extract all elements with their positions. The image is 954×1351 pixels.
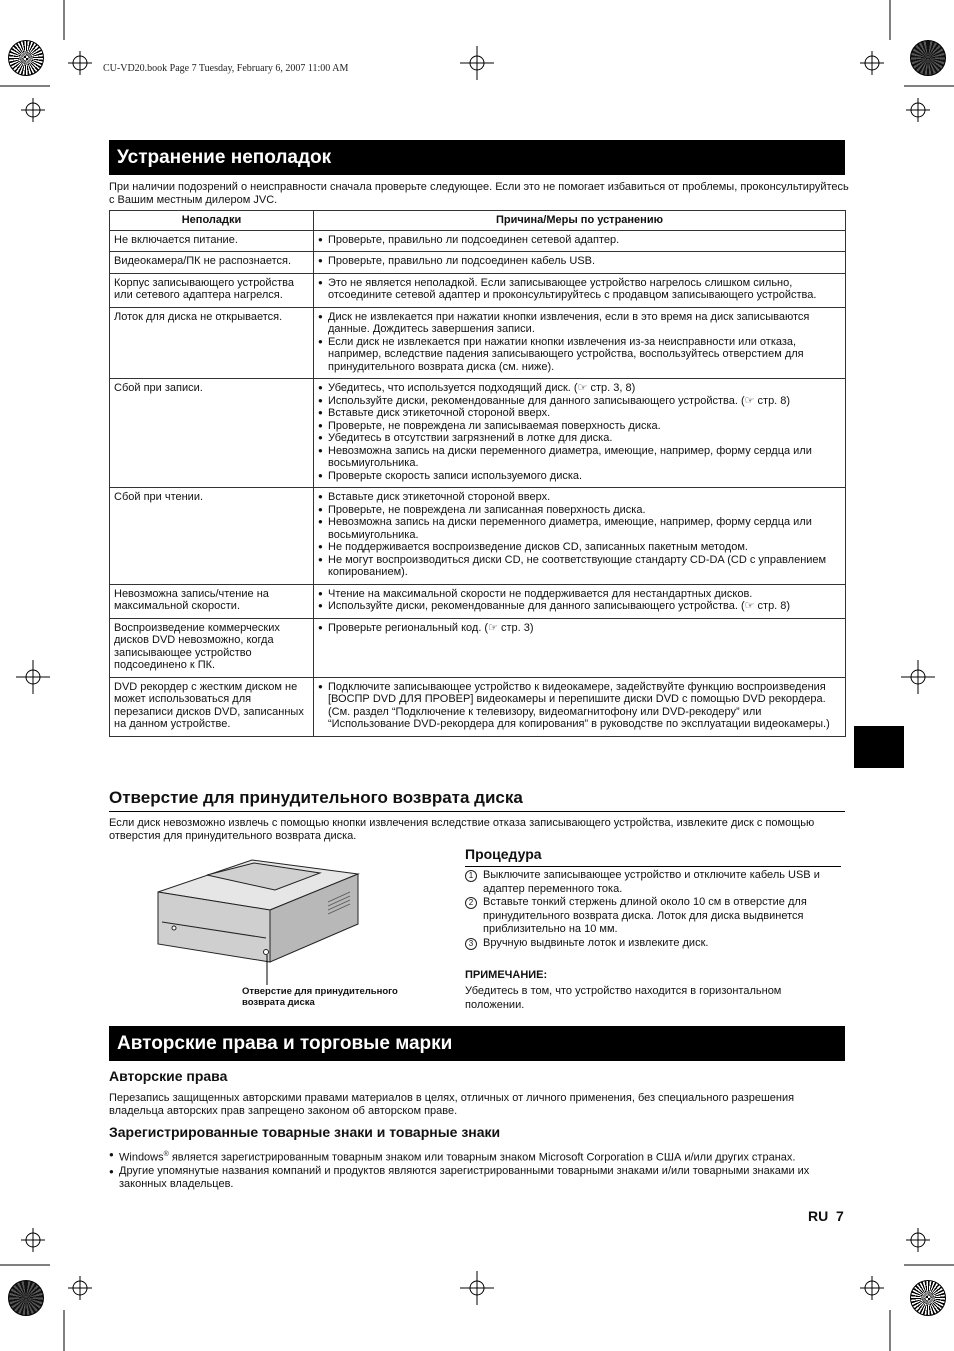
remedy-cell xyxy=(314,488,846,585)
procedure-steps xyxy=(465,869,843,950)
problem-cell: Сбой при чтении. xyxy=(110,488,314,585)
crosshair-icon xyxy=(906,98,930,122)
note-text: Убедитесь в том, что устройство находится в горизонтальном положении. xyxy=(465,985,782,1011)
remedy-cell xyxy=(314,618,846,677)
table-row xyxy=(110,488,846,585)
table-row xyxy=(110,252,846,274)
table-row xyxy=(110,307,846,379)
remedy-item: ● Если диск не извлекается при нажатии кнопки извлечения из-за неисправности или отказа, например, вследствие падения записывающего устройства, воспользуйтесь отверстием для принудительного возврата диска (см. ниже). xyxy=(318,336,841,374)
copyright-text: Перезапись защищенных авторскими правами материалов в целях, отличных от личного применения, без специального разрешения владельца авторских прав запрещено законом об авторском праве. xyxy=(109,1092,795,1117)
problem-cell: Лоток для диска не открывается. xyxy=(110,307,314,379)
remedy-list xyxy=(318,234,841,247)
procedure-step: 2 Вставьте тонкий стержень длиной около 10 см в отверстие для принудительного возврата диска. Лоток для диска выдвинется приблизительно на 10 мм. xyxy=(465,896,843,937)
problem-cell: Сбой при записи. xyxy=(110,379,314,488)
device-illustration xyxy=(152,852,367,967)
table-row xyxy=(110,618,846,677)
callout-line xyxy=(262,955,272,985)
table-row xyxy=(110,584,846,618)
section-title-copyright: Авторские права и торговые марки xyxy=(109,1026,845,1061)
procedure-rule xyxy=(465,866,841,867)
crosshair-icon xyxy=(901,660,935,694)
crosshair-icon xyxy=(16,660,50,694)
remedy-cell xyxy=(314,273,846,307)
remedy-list xyxy=(318,681,841,731)
registration-wheel-bottom-right xyxy=(910,1280,946,1316)
remedy-cell xyxy=(314,307,846,379)
remedy-item: ● Вставьте диск этикеточной стороной вверх. xyxy=(318,407,841,420)
problem-cell: Не включается питание. xyxy=(110,230,314,252)
remedy-item: ● Невозможна запись на диски переменного диаметра, имеющие, например, форму сердца или восьмиугольника. xyxy=(318,445,841,470)
remedy-cell xyxy=(314,252,846,274)
remedy-item: ● Не поддерживается воспроизведение дисков CD, записанных пакетным методом. xyxy=(318,541,841,554)
remedy-cell xyxy=(314,379,846,488)
remedy-cell xyxy=(314,230,846,252)
remedy-item: ● Используйте диски, рекомендованные для данного записывающего устройства. (☞ стр. 8) xyxy=(318,395,841,408)
crosshair-icon xyxy=(21,1228,45,1252)
crosshair-icon xyxy=(460,1271,494,1305)
copyright-title: Авторские права xyxy=(109,1068,228,1084)
crosshair-icon xyxy=(68,1276,92,1300)
trademark-item: ● Windows® является зарегистрированным товарным знаком или товарным знаком Microsoft Corporation в США и/или других странах. xyxy=(109,1148,849,1165)
crosshair-icon xyxy=(906,1228,930,1252)
note-title: ПРИМЕЧАНИЕ: xyxy=(465,969,548,981)
table-row xyxy=(110,230,846,252)
remedy-cell xyxy=(314,584,846,618)
procedure-title: Процедура xyxy=(465,846,542,862)
problem-cell: Видеокамера/ПК не распознается. xyxy=(110,252,314,274)
crosshair-icon xyxy=(68,51,92,75)
registration-wheel-top-left xyxy=(8,40,44,76)
trademarks-list xyxy=(109,1148,849,1191)
troubleshooting-intro: При наличии подозрений о неисправности сначала проверьте следующее. Если это не помогает избавиться от проблемы, проконсультируйтесь с Вашим местным дилером JVC. xyxy=(109,181,849,206)
remedy-item: ● Проверьте, не повреждена ли записанная поверхность диска. xyxy=(318,504,841,517)
remedy-item: ● Используйте диски, рекомендованные для данного записывающего устройства. (☞ стр. 8) xyxy=(318,600,841,613)
registration-wheel-bottom-left xyxy=(8,1280,44,1316)
remedy-item: ● Проверьте скорость записи используемого диска. xyxy=(318,470,841,483)
crosshair-icon xyxy=(21,98,45,122)
remedy-item: ● Убедитесь в отсутствии загрязнений в лотке для диска. xyxy=(318,432,841,445)
remedy-list xyxy=(318,382,841,482)
table-row xyxy=(110,273,846,307)
remedy-item: ● Диск не извлекается при нажатии кнопки извлечения, если в это время на диск записываются данные. Дождитесь завершения записи. xyxy=(318,311,841,336)
forced-eject-intro: Если диск невозможно извлечь с помощью кнопки извлечения вследствие отказа записывающего устройства, извлеките диск с помощью отверстия для принудительного возврата диска. xyxy=(109,817,815,842)
remedy-list xyxy=(318,311,841,374)
registration-wheel-top-right xyxy=(910,40,946,76)
remedy-cell xyxy=(314,677,846,736)
remedy-item: ● Вставьте диск этикеточной стороной вверх. xyxy=(318,491,841,504)
problem-cell: Невозможна запись/чтение на максимальной скорости. xyxy=(110,584,314,618)
remedy-item: ● Проверьте, правильно ли подсоединен кабель USB. xyxy=(318,255,841,268)
remedy-item: ● Проверьте, правильно ли подсоединен сетевой адаптер. xyxy=(318,234,841,247)
crosshair-icon xyxy=(460,46,494,80)
remedy-list xyxy=(318,622,841,635)
trademark-item: ● Другие упомянутые названия компаний и продуктов являются зарегистрированными товарными знаками и/или товарными знаками их законных владельцев. xyxy=(109,1165,849,1191)
remedy-item: ● Невозможна запись на диски переменного диаметра, имеющие, например, форму сердца или восьмиугольника. xyxy=(318,516,841,541)
remedy-item: ● Подключите записывающее устройство к видеокамере, задействуйте функцию воспроизведения [ВОСПР DVD ДЛЯ ПРОВЕР] видеокамеры и перепишите диски DVD с помощью DVD рекордера. (См. раздел “Подключение к телевизору, видеомагнитофону или DVD-рекодеру” или “Использование DVD-рекордера для копирования” в руководстве по эксплуатации видеокамеры.) xyxy=(318,681,841,731)
print-header: CU-VD20.book Page 7 Tuesday, February 6, 2007 11:00 AM xyxy=(103,63,349,74)
page-number: RU 7 xyxy=(808,1208,844,1224)
remedy-list xyxy=(318,588,841,613)
section-title-forced-eject: Отверстие для принудительного возврата диска xyxy=(109,788,845,812)
troubleshooting-table xyxy=(109,210,846,737)
remedy-item: ● Проверьте, не повреждена ли записываемая поверхность диска. xyxy=(318,420,841,433)
remedy-list xyxy=(318,491,841,579)
crosshair-icon xyxy=(860,51,884,75)
remedy-item: ● Это не является неполадкой. Если записывающее устройство нагрелось слишком сильно, отсоедините сетевой адаптер и проконсультируйтесь с продавцом записывающего устройства. xyxy=(318,277,841,302)
remedy-item: ● Не могут воспроизводиться диски CD, не соответствующие стандарту CD-DA (CD с управлением копированием). xyxy=(318,554,841,579)
table-row xyxy=(110,379,846,488)
remedy-list xyxy=(318,277,841,302)
problem-cell: Корпус записывающего устройства или сетевого адаптера нагрелся. xyxy=(110,273,314,307)
remedy-item: ● Убедитесь, что используется подходящий диск. (☞ стр. 3, 8) xyxy=(318,382,841,395)
table-row xyxy=(110,677,846,736)
column-header-remedy: Причина/Меры по устранению xyxy=(314,211,846,231)
section-title-troubleshooting: Устранение неполадок xyxy=(109,140,845,175)
procedure-step: 1 Выключите записывающее устройство и отключите кабель USB и адаптер переменного тока. xyxy=(465,869,843,896)
crosshair-icon xyxy=(860,1276,884,1300)
remedy-item: ● Чтение на максимальной скорости не поддерживается для нестандартных дисков. xyxy=(318,588,841,601)
remedy-item: ● Проверьте региональный код. (☞ стр. 3) xyxy=(318,622,841,635)
trademarks-title: Зарегистрированные товарные знаки и товарные знаки xyxy=(109,1124,501,1140)
procedure-step: 3 Вручную выдвиньте лоток и извлеките диск. xyxy=(465,937,843,951)
remedy-list xyxy=(318,255,841,268)
problem-cell: DVD рекордер с жестким диском не может использоваться для перезаписи дисков DVD, записанных на данном устройстве. xyxy=(110,677,314,736)
section-thumb-tab xyxy=(854,726,904,768)
column-header-problem: Неполадки xyxy=(110,211,314,231)
image-caption: Отверстие для принудительного возврата диска xyxy=(242,986,398,1008)
problem-cell: Воспроизведение коммерческих дисков DVD невозможно, когда записывающее устройство подсоединено к ПК. xyxy=(110,618,314,677)
